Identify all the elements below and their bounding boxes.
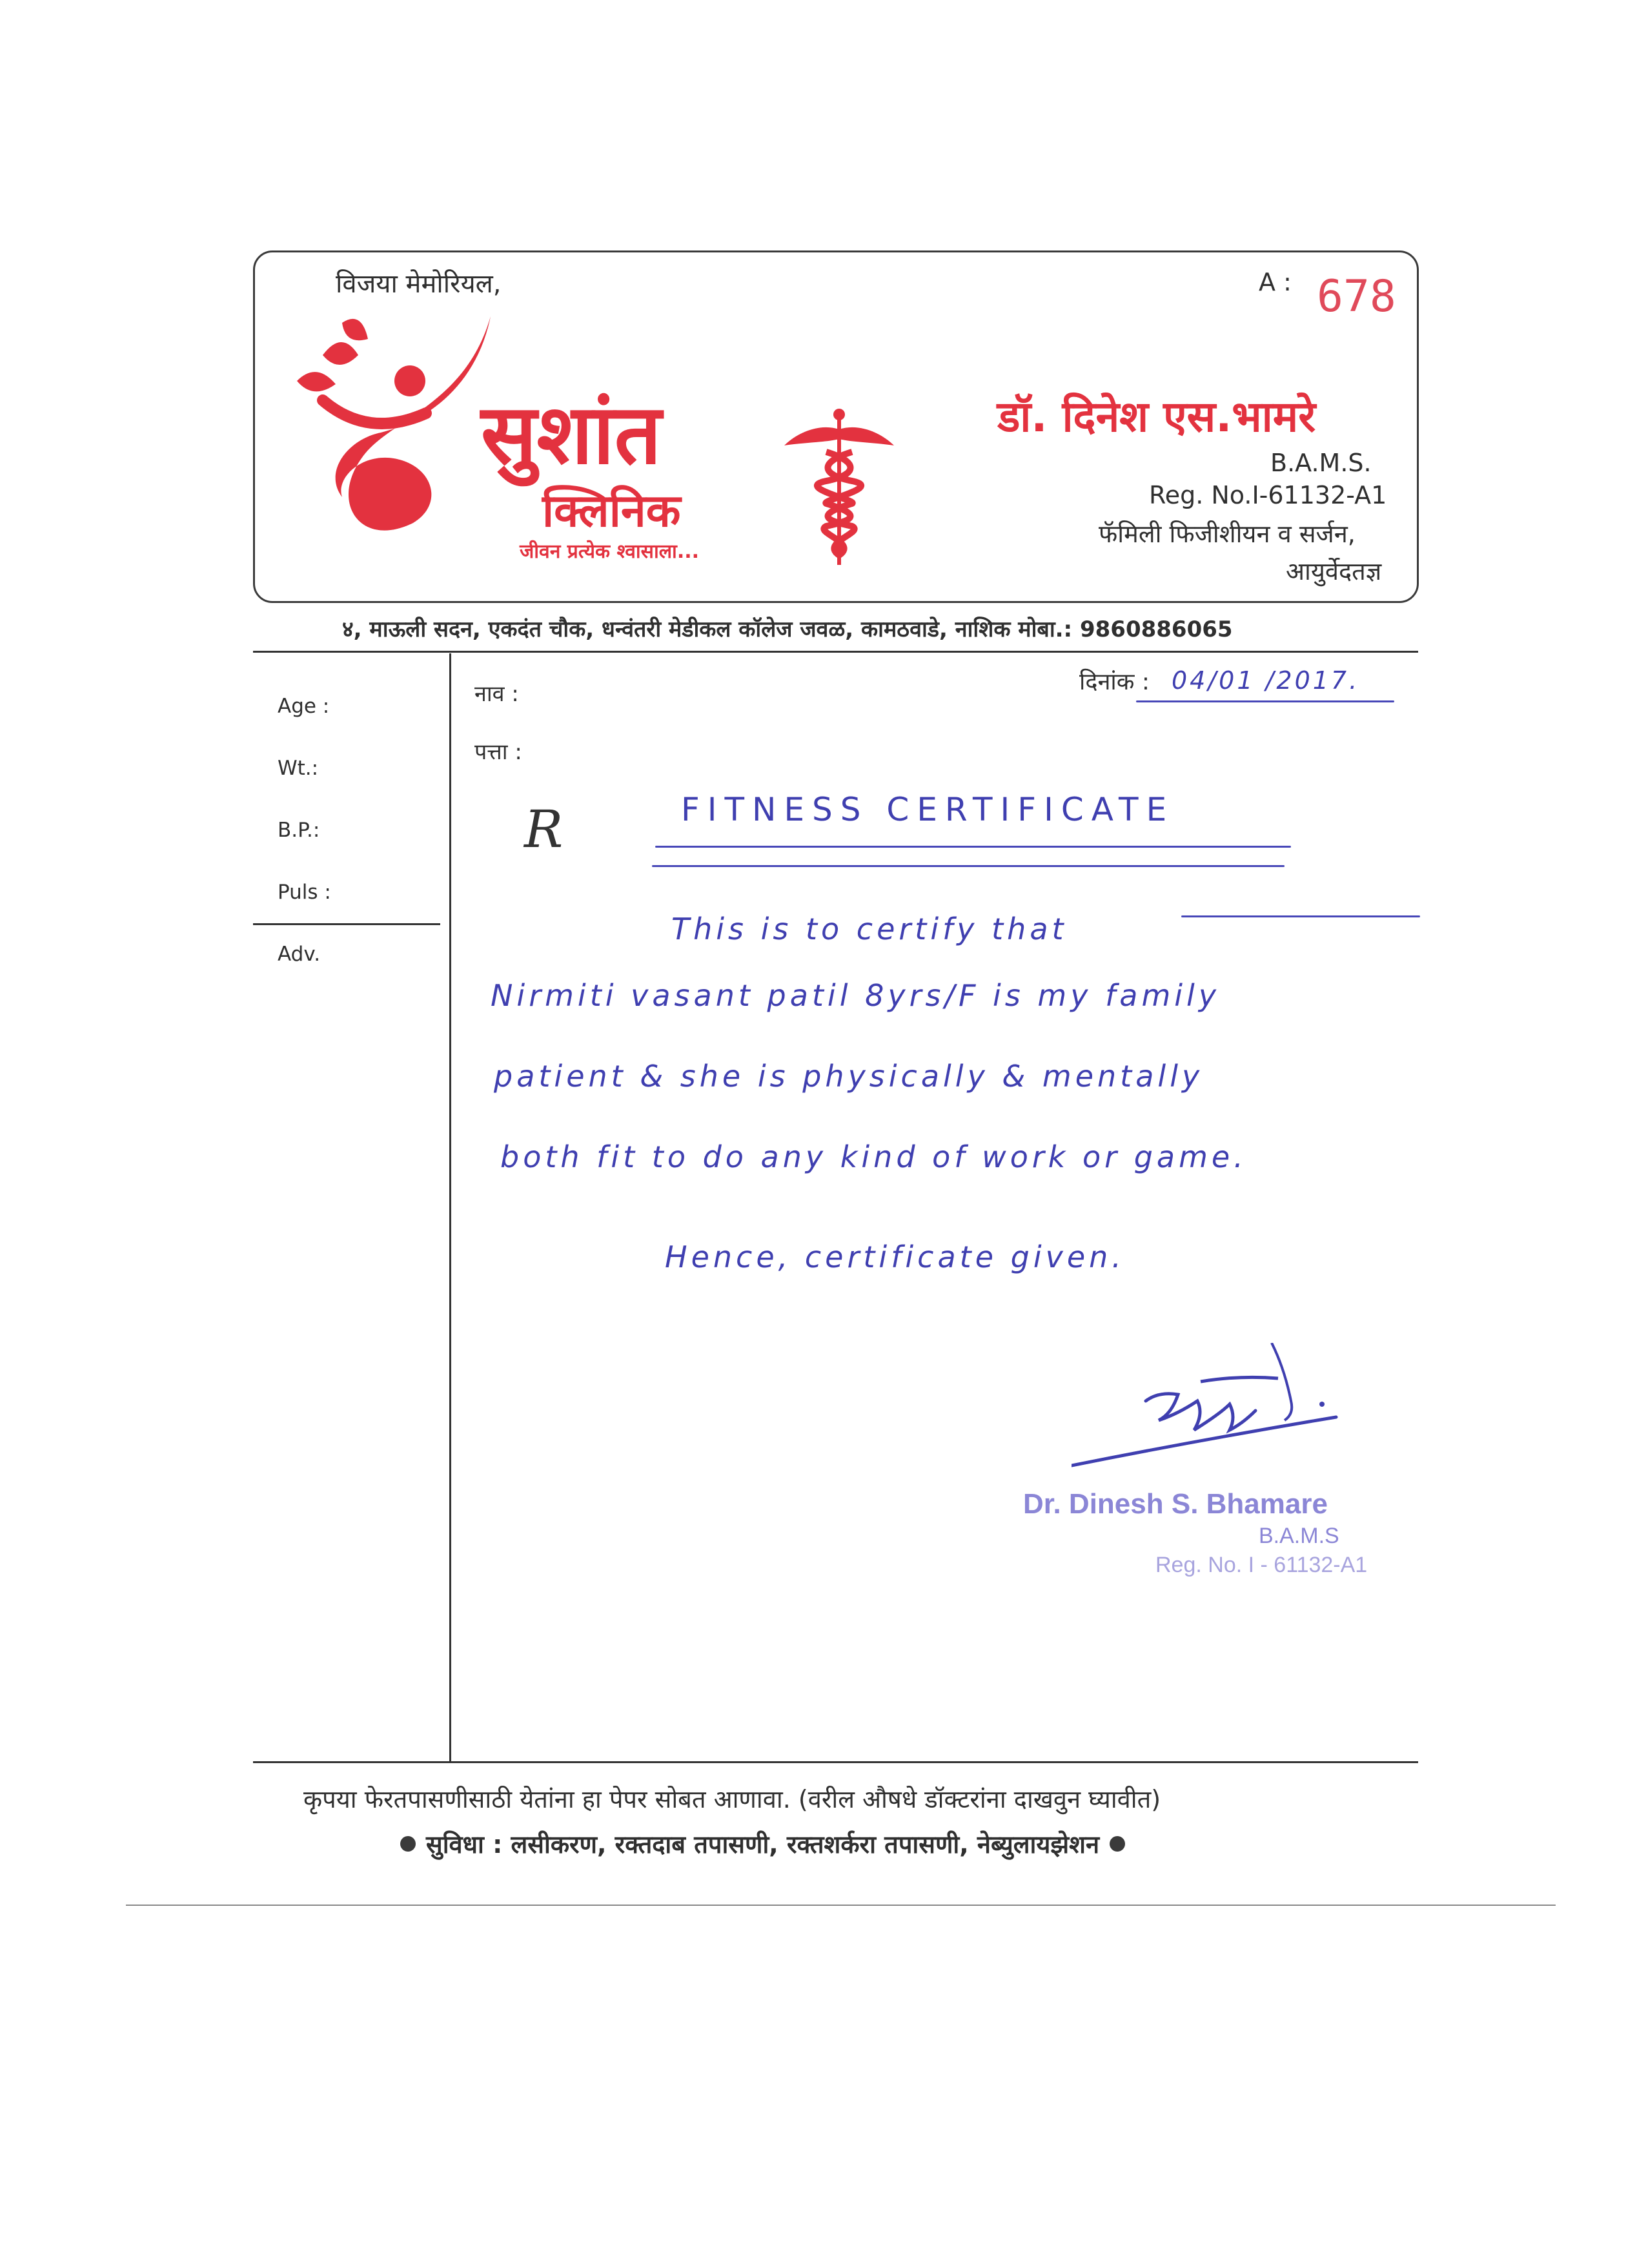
- vital-pulse: Puls :: [278, 881, 331, 904]
- certificate-line-3: patient & she is physically & mentally: [494, 1059, 1204, 1094]
- facilities-text: सुविधा : लसीकरण, रक्तदाब तपासणी, रक्तशर्करा तपासणी, नेब्युलायझेशन: [426, 1830, 1100, 1859]
- column-divider: [449, 653, 451, 1762]
- rx-symbol: R: [524, 799, 564, 859]
- vital-advice: Adv.: [278, 943, 321, 966]
- vital-weight: Wt.:: [278, 757, 319, 780]
- blank-underline: [1181, 915, 1420, 917]
- doctor-degree: B.A.M.S.: [1270, 449, 1372, 477]
- bullet-icon: [1110, 1836, 1125, 1852]
- page-edge-rule: [126, 1905, 1556, 1906]
- clinic-subtitle: क्लिनिक: [542, 484, 681, 537]
- patient-address-label: पत्ता :: [474, 739, 522, 765]
- certificate-title: FITNESS CERTIFICATE: [681, 791, 1175, 828]
- clinic-address: ४, माऊली सदन, एकदंत चौक, धन्वंतरी मेडीकल कॉलेज जवळ, कामठवाडे, नाशिक मोबा.: 9860886065: [342, 617, 1233, 642]
- title-underline-1: [655, 846, 1291, 848]
- doctor-specialty-1: फॅमिली फिजीशीयन व सर्जन,: [1099, 520, 1356, 548]
- certificate-line-5: Hence, certificate given.: [665, 1240, 1125, 1274]
- address-rule: [253, 651, 1418, 653]
- doctor-signature-icon: [1072, 1343, 1343, 1472]
- doctor-specialty-2: आयुर्वेदतज्ञ: [1286, 557, 1382, 586]
- clinic-name: सुशांत: [481, 387, 662, 483]
- certificate-line-1: This is to certify that: [671, 912, 1068, 946]
- clinic-tagline: जीवन प्रत्येक श्वासाला...: [520, 540, 700, 563]
- vitals-divider: [253, 923, 440, 925]
- vital-bp: B.P.:: [278, 819, 320, 842]
- stamp-name: Dr. Dinesh S. Bhamare: [1023, 1488, 1328, 1520]
- footer-note: कृपया फेरतपासणीसाठी येतांना हा पेपर सोबत आणावा. (वरील औषधे डॉक्टरांना दाखवुन घ्यावीत): [303, 1785, 1161, 1813]
- date-label: दिनांक :: [1079, 669, 1150, 695]
- stamp-registration: Reg. No. I - 61132-A1: [1155, 1553, 1368, 1577]
- vital-age: Age :: [278, 695, 330, 718]
- stamp-degree: B.A.M.S: [1259, 1524, 1339, 1548]
- facilities-line: [400, 1827, 1125, 1861]
- certificate-line-4: both fit to do any kind of work or game.: [500, 1139, 1247, 1174]
- bullet-icon: [400, 1836, 416, 1852]
- caduceus-icon: [781, 407, 897, 568]
- date-underline: [1136, 700, 1394, 702]
- title-underline-2: [652, 865, 1285, 867]
- body-bottom-rule: [253, 1761, 1418, 1763]
- certificate-line-2: Nirmiti vasant patil 8yrs/F is my family: [491, 978, 1221, 1013]
- serial-label: A :: [1259, 268, 1292, 296]
- memorial-name: विजया मेमोरियल,: [336, 269, 502, 299]
- patient-name-label: नाव :: [474, 681, 519, 707]
- date-value: 04/01 /2017.: [1172, 666, 1360, 695]
- doctor-name: डॉ. दिनेश एस.भामरे: [997, 392, 1316, 442]
- serial-number: 678: [1317, 271, 1396, 322]
- doctor-registration: Reg. No.I-61132-A1: [1149, 481, 1387, 509]
